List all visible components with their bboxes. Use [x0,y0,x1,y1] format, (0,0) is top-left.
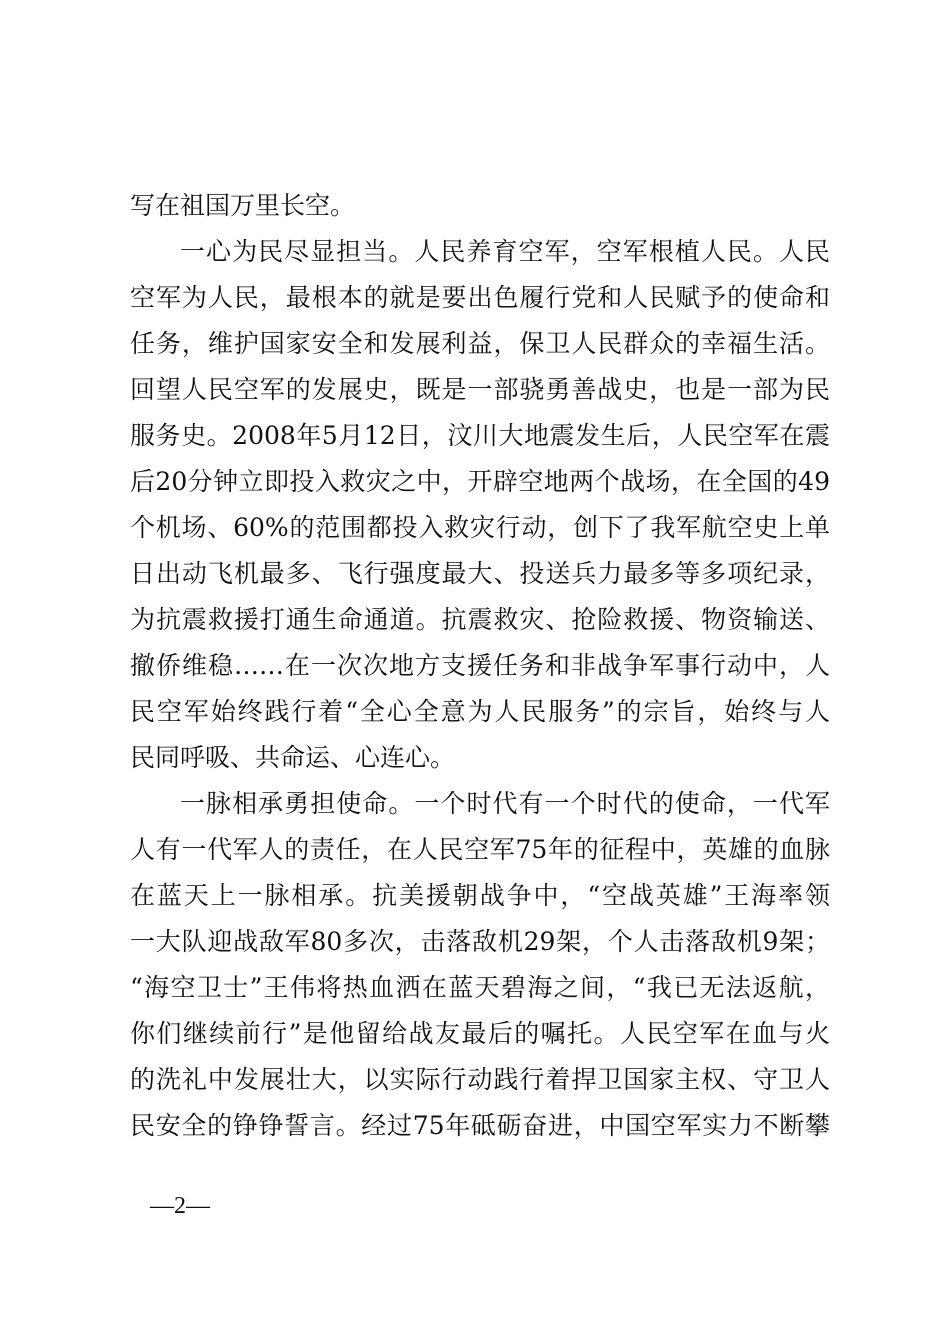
text-line: 人有一代军人的责任，在人民空军75年的征程中，英雄的血脉 [130,835,830,864]
text-line: 任务，维护国家安全和发展利益，保卫人民群众的幸福生活。 [130,329,830,358]
text-line: 民同呼吸、共命运、心连心。 [130,743,456,772]
text-line: 后20分钟立即投入救灾之中，开辟空地两个战场，在全国的49 [130,467,830,496]
paragraph-start-line: 一心为民尽显担当。人民养育空军，空军根植人民。人民 [180,237,830,266]
paragraph-start-line: 一脉相承勇担使命。一个时代有一个时代的使命，一代军 [180,789,830,818]
text-line: 你们继续前行”是他留给战友最后的嘱托。人民空军在血与火 [130,1019,830,1048]
text-line: 回望人民空军的发展史，既是一部骁勇善战史，也是一部为民 [130,375,830,404]
text-line: 撤侨维稳……在一次次地方支援任务和非战争军事行动中，人 [130,651,830,680]
text-line: 民安全的铮铮誓言。经过75年砥砺奋进，中国空军实力不断攀 [130,1111,830,1140]
text-line: 为抗震救援打通生命通道。抗震救灾、抢险救援、物资输送、 [130,605,830,634]
text-line: 个机场、60%的范围都投入救灾行动，创下了我军航空史上单 [130,513,830,542]
text-line: 日出动飞机最多、飞行强度最大、投送兵力最多等多项纪录， [130,559,830,588]
text-line: 一大队迎战敌军80多次，击落敌机29架，个人击落敌机9架； [130,927,830,956]
text-line: 民空军始终践行着“全心全意为人民服务”的宗旨，始终与人 [130,697,830,726]
text-line: 服务史。2008年5月12日，汶川大地震发生后，人民空军在震 [130,421,830,450]
text-line: 空军为人民，最根本的就是要出色履行党和人民赋予的使命和 [130,283,830,312]
text-line: 写在祖国万里长空。 [130,191,356,220]
text-line: 的洗礼中发展壮大，以实际行动践行着捍卫国家主权、守卫人 [130,1065,830,1094]
page-number: —2— [150,1193,210,1219]
text-line: “海空卫士”王伟将热血洒在蓝天碧海之间，“我已无法返航， [130,973,830,1002]
text-line: 在蓝天上一脉相承。抗美援朝战争中，“空战英雄”王海率领 [130,881,830,910]
